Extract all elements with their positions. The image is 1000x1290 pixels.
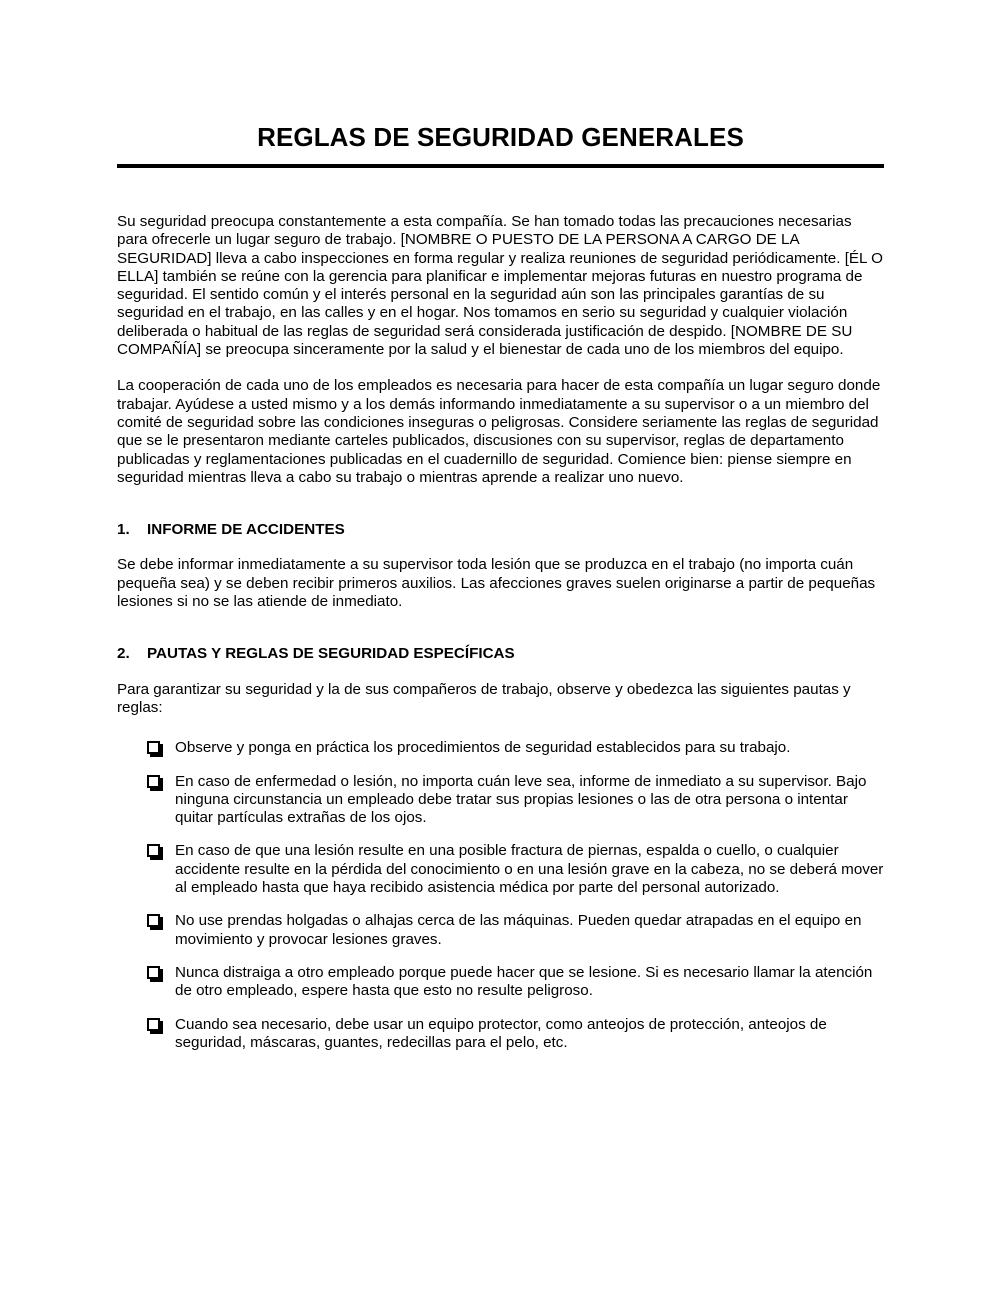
section-heading-2 [117, 645, 884, 663]
section-body-2: Para garantizar su seguridad y la de sus compañeros de trabajo, observe y obedezca las siguientes pautas y reglas: [117, 680, 851, 716]
safety-rules-checklist [117, 739, 884, 1052]
check-box-icon [147, 914, 160, 927]
check-box-icon [147, 966, 160, 979]
section-title-2: PAUTAS Y REGLAS DE SEGURIDAD ESPECÍFICAS [147, 645, 515, 663]
list-item-text: En caso de enfermedad o lesión, no importa cuán leve sea, informe de inmediato a su supervisor. Bajo ninguna circunstancia un empleado debe tratar sus propias lesiones o las de otra persona o intentar quitar partículas extrañas de los ojos. [175, 772, 867, 827]
list-item [117, 1016, 884, 1053]
list-item [117, 739, 884, 757]
check-box-icon [147, 741, 160, 754]
list-item [117, 842, 884, 897]
section-heading-1 [117, 521, 884, 539]
list-item-text: Nunca distraiga a otro empleado porque puede hacer que se lesione. Si es necesario llamar la atención de otro empleado, espere hasta que esto no resulte peligroso. [175, 963, 873, 1000]
list-item-text: Cuando sea necesario, debe usar un equipo protector, como anteojos de protección, anteojos de seguridad, máscaras, guantes, redecillas para el pelo, etc. [175, 1015, 827, 1051]
document-content-column [117, 0, 884, 1052]
section-number-2: 2. [117, 645, 130, 663]
section-body-1: Se debe informar inmediatamente a su supervisor toda lesión que se produzca en el trabajo (no importa cuán pequeña sea) y se deben recibir primeros auxilios. Las afecciones graves suelen originarse a partir de pequeñas lesiones si no se las atiende de inmediato. [117, 556, 876, 611]
list-item [117, 912, 884, 949]
list-item-text: Observe y ponga en práctica los procedimientos de seguridad establecidos para su trabajo. [175, 739, 791, 757]
section-title-1: INFORME DE ACCIDENTES [147, 521, 345, 539]
intro-paragraph-1: Su seguridad preocupa constantemente a esta compañía. Se han tomado todas las precauciones necesarias para ofrecerle un lugar seguro de trabajo. [NOMBRE O PUESTO DE LA PERSONA A CARGO DE LA SEGURIDAD] lleva a cabo inspecciones en forma regular y realiza reuniones de seguridad periódicamente. [ÉL O ELLA] también se reúne con la gerencia para planificar e implementar mejoras futuras en nuestro programa de seguridad. El sentido común y el interés personal en la seguridad aún son las principales garantías de su seguridad en el trabajo, en las calles y en el hogar. Nos tomamos en serio su seguridad y cualquier violación deliberada o habitual de las reglas de seguridad será considerada justificación de despido. [NOMBRE DE SU COMPAÑÍA] se preocupa sinceramente por la salud y el bienestar de cada uno de los miembros del equipo. [117, 213, 883, 359]
check-box-icon [147, 775, 160, 788]
list-item [117, 964, 884, 1001]
page-title: REGLAS DE SEGURIDAD GENERALES [257, 122, 744, 152]
list-item-text: En caso de que una lesión resulte en una posible fractura de piernas, espalda o cuello, o cualquier accidente resulte en la pérdida del conocimiento o en una lesión grave en la cabeza, no se deberá mover al empleado hasta que haya recibido asistencia médica por parte del personal autorizado. [175, 842, 884, 897]
list-item [117, 773, 884, 828]
check-box-icon [147, 844, 160, 857]
list-item-text: No use prendas holgadas o alhajas cerca de las máquinas. Pueden quedar atrapadas en el equipo en movimiento y provocar lesiones graves. [175, 912, 862, 948]
section-number-1: 1. [117, 521, 130, 539]
title-divider-rule [117, 164, 884, 168]
intro-paragraph-2: La cooperación de cada uno de los empleados es necesaria para hacer de esta compañía un lugar seguro donde trabajar. Ayúdese a usted mismo y a los demás informando inmediatamente a su supervisor o a un miembro del comité de seguridad sobre las condiciones inseguras o peligrosas. Considere seriamente las reglas de seguridad que se le presentaron mediante carteles publicados, discusiones con su supervisor, reglas de departamento publicadas y reglamentaciones publicadas en el cuadernillo de seguridad. Comience bien: piense siempre en seguridad mientras lleva a cabo su trabajo o mientras aprende a realizar uno nuevo. [117, 377, 881, 486]
check-box-icon [147, 1018, 160, 1031]
